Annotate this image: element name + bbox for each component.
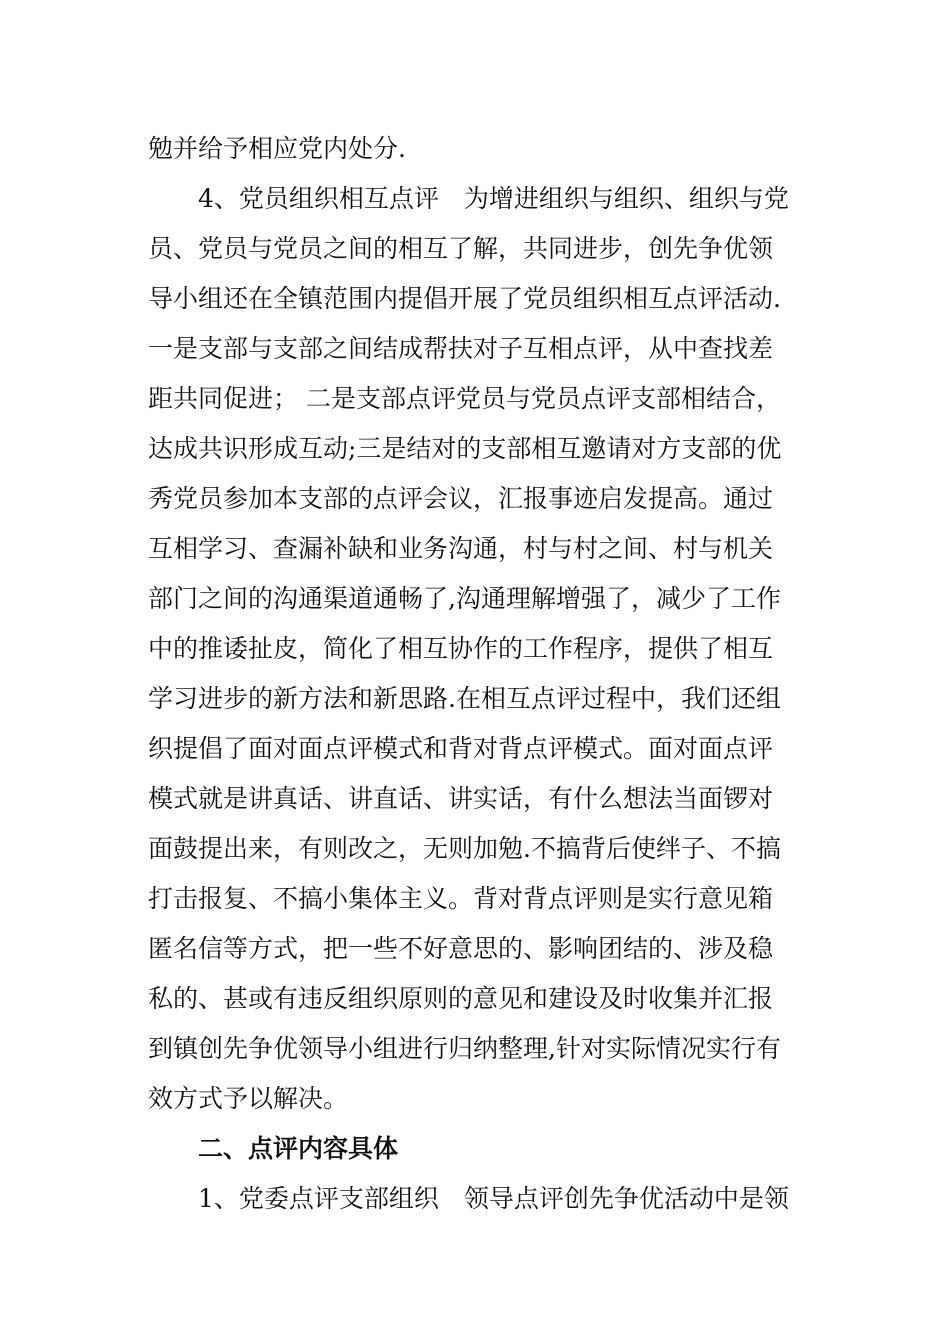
paragraph-line: 1、党委点评支部组织 领导点评创先争优活动中是领 — [198, 1184, 789, 1213]
paragraph-line: 达成共识形成互动;三是结对的支部相互邀请对方支部的优 — [148, 434, 782, 463]
paragraph-line: 模式就是讲真话、讲直话、讲实话，有什么想法当面锣对 — [148, 784, 774, 813]
paragraph-line: 学习进步的新方法和新思路.在相互点评过程中，我们还组 — [148, 684, 781, 713]
paragraph-line: 勉并给予相应党内处分. — [148, 134, 406, 163]
paragraph-line: 面鼓提出来，有则改之，无则加勉.不搞背后使绊子、不搞 — [148, 834, 781, 863]
paragraph-line: 距共同促进； 二是支部点评党员与党员点评支部相结合， — [148, 384, 781, 413]
paragraph-line: 织提倡了面对面点评模式和背对背点评模式。面对面点评 — [148, 734, 774, 763]
paragraph-line: 员、党员与党员之间的相互了解，共同进步，创先争优领 — [148, 234, 774, 263]
paragraph-line: 私的、甚或有违反组织原则的意见和建设及时收集并汇报 — [148, 984, 774, 1013]
paragraph-line: 4、党员组织相互点评 为增进组织与组织、组织与党 — [198, 184, 789, 213]
paragraph-line: 匿名信等方式，把一些不好意思的、影响团结的、涉及稳 — [148, 934, 774, 963]
section-heading: 二、点评内容具体 — [198, 1134, 399, 1163]
paragraph-line: 效方式予以解决。 — [148, 1084, 349, 1113]
paragraph-line: 秀党员参加本支部的点评会议，汇报事迹启发提高。通过 — [148, 484, 774, 513]
paragraph-line: 部门之间的沟通渠道通畅了,沟通理解增强了，减少了工作 — [148, 584, 781, 613]
paragraph-line: 导小组还在全镇范围内提倡开展了党员组织相互点评活动. — [148, 284, 781, 313]
paragraph-line: 一是支部与支部之间结成帮扶对子互相点评，从中查找差 — [148, 334, 774, 363]
paragraph-line: 到镇创先争优领导小组进行归纳整理,针对实际情况实行有 — [148, 1034, 781, 1063]
paragraph-line: 中的推诿扯皮，简化了相互协作的工作程序，提供了相互 — [148, 634, 774, 663]
paragraph-line: 互相学习、查漏补缺和业务沟通，村与村之间、村与机关 — [148, 534, 774, 563]
paragraph-line: 打击报复、不搞小集体主义。背对背点评则是实行意见箱 — [148, 884, 774, 913]
